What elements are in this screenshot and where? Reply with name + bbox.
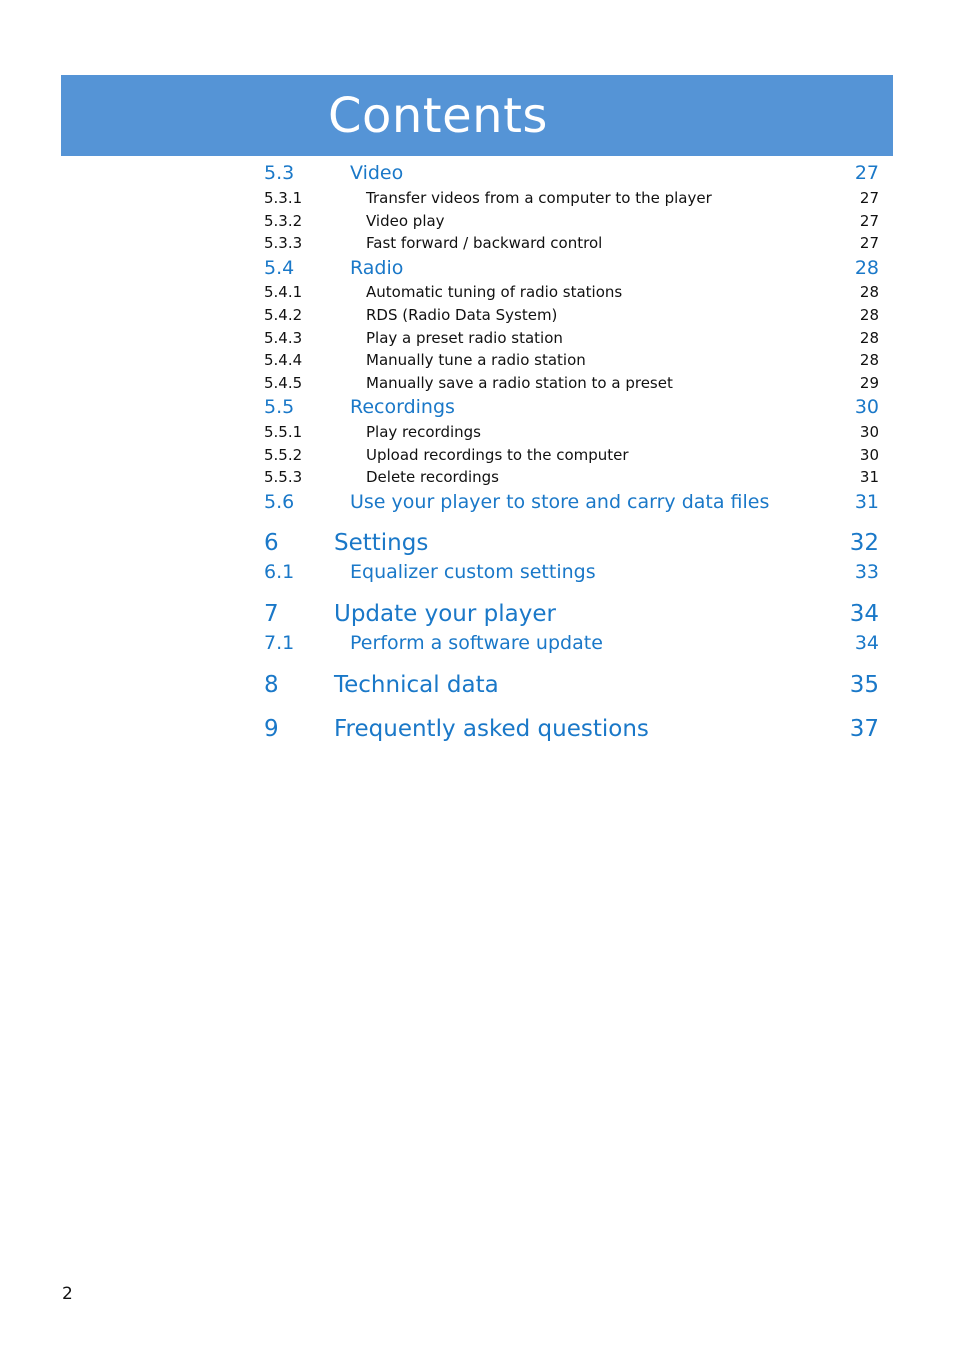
toc-entry-page[interactable]: 28 bbox=[859, 283, 879, 301]
toc-entry-number: 5.4 bbox=[264, 257, 295, 279]
toc-entry-title[interactable]: Manually tune a radio station bbox=[366, 351, 586, 369]
page-title: Contents bbox=[328, 88, 548, 144]
toc-entry-page[interactable]: 27 bbox=[859, 212, 879, 230]
toc-entry-title[interactable]: Video play bbox=[366, 212, 445, 230]
toc-entry-number: 5.4.4 bbox=[264, 351, 303, 369]
toc-entry-number: 5.6 bbox=[264, 491, 295, 513]
toc-entry-page[interactable]: 27 bbox=[859, 189, 879, 207]
toc-entry-title[interactable]: Automatic tuning of radio stations bbox=[366, 283, 623, 301]
toc-entry-title[interactable]: Transfer videos from a computer to the player bbox=[366, 189, 712, 207]
toc-entry-number: 5.4.5 bbox=[264, 374, 303, 392]
toc-entry-number: 5.3.1 bbox=[264, 189, 303, 207]
toc-entry-title[interactable]: Video bbox=[350, 162, 404, 184]
toc-entry-page[interactable]: 29 bbox=[859, 374, 879, 392]
toc-entry-title[interactable]: Equalizer custom settings bbox=[350, 561, 596, 583]
toc-entry-title[interactable]: Frequently asked questions bbox=[334, 716, 649, 742]
toc-entry-page[interactable]: 28 bbox=[859, 306, 879, 324]
toc-entry-page[interactable]: 34 bbox=[849, 601, 879, 627]
toc-entry-title[interactable]: Update your player bbox=[334, 601, 556, 627]
page-number: 2 bbox=[62, 1284, 73, 1304]
toc-entry-page[interactable]: 28 bbox=[859, 351, 879, 369]
toc-entry-title[interactable]: Radio bbox=[350, 257, 404, 279]
toc-entry-page[interactable]: 28 bbox=[859, 329, 879, 347]
toc-entry-title[interactable]: Manually save a radio station to a preset bbox=[366, 374, 673, 392]
toc-entry-page[interactable]: 33 bbox=[854, 561, 879, 583]
toc-entry-title[interactable]: Settings bbox=[334, 530, 429, 556]
toc-entry-number: 5.5.3 bbox=[264, 468, 303, 486]
toc-entry-page[interactable]: 34 bbox=[854, 632, 879, 654]
toc-entry-number: 6 bbox=[264, 530, 279, 556]
toc-entry-title[interactable]: Technical data bbox=[334, 672, 499, 698]
toc-entry-number: 5.4.1 bbox=[264, 283, 303, 301]
toc-entry-page[interactable]: 30 bbox=[859, 423, 879, 441]
toc-entry-page[interactable]: 27 bbox=[854, 162, 879, 184]
toc-entry-page[interactable]: 28 bbox=[854, 257, 879, 279]
toc-entry-number: 7 bbox=[264, 601, 279, 627]
toc-entry-number: 5.5.1 bbox=[264, 423, 303, 441]
toc-entry-title[interactable]: Perform a software update bbox=[350, 632, 603, 654]
toc-entry-number: 8 bbox=[264, 672, 279, 698]
toc-entry-page[interactable]: 31 bbox=[859, 468, 879, 486]
toc-entry-title[interactable]: Fast forward / backward control bbox=[366, 234, 603, 252]
toc-entry-page[interactable]: 37 bbox=[849, 716, 879, 742]
toc-entry-number: 5.5.2 bbox=[264, 446, 303, 464]
toc-entry-number: 5.4.3 bbox=[264, 329, 303, 347]
toc-entry-title[interactable]: Play recordings bbox=[366, 423, 481, 441]
toc-entry-title[interactable]: Use your player to store and carry data files bbox=[350, 491, 770, 513]
toc-entry-page[interactable]: 30 bbox=[859, 446, 879, 464]
toc-entry-number: 9 bbox=[264, 716, 279, 742]
toc-entry-number: 5.5 bbox=[264, 396, 295, 418]
toc-entry-title[interactable]: Recordings bbox=[350, 396, 455, 418]
toc-entry-number: 5.3.3 bbox=[264, 234, 303, 252]
toc-entry-number: 7.1 bbox=[264, 632, 295, 654]
toc-entry-number: 5.3 bbox=[264, 162, 295, 184]
toc-entry-number: 5.4.2 bbox=[264, 306, 303, 324]
toc-entry-title[interactable]: Upload recordings to the computer bbox=[366, 446, 629, 464]
toc-entry-number: 5.3.2 bbox=[264, 212, 303, 230]
toc-entry-page[interactable]: 31 bbox=[854, 491, 879, 513]
toc-entry-number: 6.1 bbox=[264, 561, 295, 583]
toc-entry-page[interactable]: 35 bbox=[849, 672, 879, 698]
toc-entry-page[interactable]: 27 bbox=[859, 234, 879, 252]
toc-entry-title[interactable]: RDS (Radio Data System) bbox=[366, 306, 558, 324]
toc-entry-title[interactable]: Delete recordings bbox=[366, 468, 499, 486]
toc-entry-page[interactable]: 32 bbox=[849, 530, 879, 556]
toc-entry-title[interactable]: Play a preset radio station bbox=[366, 329, 563, 347]
toc-entry-page[interactable]: 30 bbox=[854, 396, 879, 418]
